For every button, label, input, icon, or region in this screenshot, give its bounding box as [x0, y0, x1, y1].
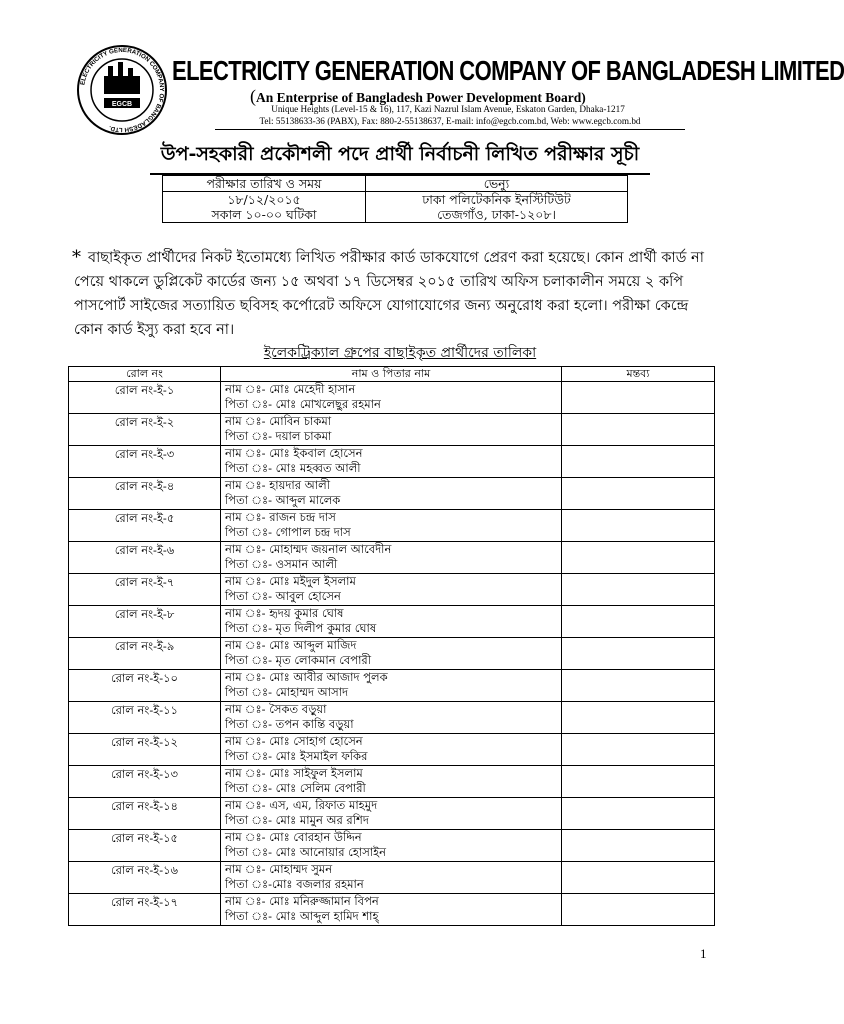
roll-number: রোল নং-ই-২ — [69, 414, 221, 446]
roll-number: রোল নং-ই-১৪ — [69, 798, 221, 830]
table-row — [69, 894, 715, 926]
candidate-name: নাম ঃ- মোঃ সাইফুল ইসলাম — [225, 766, 363, 780]
roll-number: রোল নং-ই-৭ — [69, 574, 221, 606]
remark-cell — [562, 766, 715, 798]
name-cell — [221, 414, 562, 446]
org-title: ELECTRICITY GENERATION COMPANY OF BANGLADESH LIMITED — [172, 55, 844, 87]
table-row — [69, 542, 715, 574]
candidate-table — [68, 366, 715, 926]
notice-asterisk: * — [72, 247, 81, 268]
candidate-name: নাম ঃ- সৈকত বড়ুয়া — [225, 702, 327, 716]
remark-cell — [562, 670, 715, 702]
table-row — [69, 862, 715, 894]
egcb-logo — [74, 42, 170, 138]
name-cell — [221, 798, 562, 830]
table-row — [69, 510, 715, 542]
name-cell — [221, 510, 562, 542]
table-row — [69, 830, 715, 862]
remark-cell — [562, 542, 715, 574]
roll-number: রোল নং-ই-১৬ — [69, 862, 221, 894]
candidate-name: নাম ঃ- মোঃ বোরহান উদ্দিন — [225, 830, 362, 844]
name-cell — [221, 766, 562, 798]
candidate-name: নাম ঃ- মোঃ আব্দুল মাজিদ — [225, 638, 357, 652]
remark-cell — [562, 734, 715, 766]
col-name-header: নাম ও পিতার নাম — [221, 367, 562, 382]
org-contact: Tel: 55138633-36 (PABX), Fax: 880-2-55138637, E-mail: info@egcb.com.bd, Web: www.egcb.com.bd — [259, 116, 641, 126]
exam-schedule-table — [162, 175, 628, 223]
father-name: পিতা ঃ- মোঃ মোখলেছুর রহমান — [225, 397, 381, 411]
col-roll-header: রোল নং — [69, 367, 221, 382]
roll-number: রোল নং-ই-৩ — [69, 446, 221, 478]
subtitle-text: An Enterprise of Bangladesh Power Development Board) — [256, 90, 586, 105]
remark-cell — [562, 702, 715, 734]
candidate-name: নাম ঃ- মোঃ মনিরুজ্জামান বিপন — [225, 894, 379, 908]
candidate-name: নাম ঃ- হায়দার আলী — [225, 478, 330, 492]
candidate-name: নাম ঃ- মোহাম্মদ সুমন — [225, 862, 333, 876]
roll-number: রোল নং-ই-১২ — [69, 734, 221, 766]
candidate-name: নাম ঃ- মোঃ সোহাগ হোসেন — [225, 734, 363, 748]
remark-cell — [562, 894, 715, 926]
father-name: পিতা ঃ- মোঃ সেলিম বেপারী — [225, 781, 366, 795]
notice-line-4: কোন কার্ড ইস্যু করা হবে না। — [74, 322, 235, 338]
venue-line-1: ঢাকা পলিটেকনিক ইনস্টিটিউট — [422, 192, 571, 207]
candidate-list-title: ইলেকট্রিক্যাল গ্রুপের বাছাইকৃত প্রার্থীদের তালিকা — [263, 345, 537, 361]
schedule-header-row — [163, 176, 628, 192]
name-cell — [221, 638, 562, 670]
svg-text:EGCB: EGCB — [111, 101, 133, 108]
roll-number: রোল নং-ই-৫ — [69, 510, 221, 542]
remark-cell — [562, 446, 715, 478]
notice-paragraph — [74, 246, 714, 342]
father-name: পিতা ঃ- মোঃ মহব্বত আলী — [225, 461, 361, 475]
name-cell — [221, 862, 562, 894]
father-name: পিতা ঃ- গোপাল চন্দ্র দাস — [225, 525, 351, 539]
name-cell — [221, 446, 562, 478]
candidate-name: নাম ঃ- মোঃ মইদুল ইসলাম — [225, 574, 356, 588]
table-row — [69, 670, 715, 702]
notice-line-1: বাছাইকৃত প্রার্থীদের নিকট ইতোমধ্যে লিখিত পরীক্ষার কার্ড ডাকযোগে প্রেরণ করা হয়েছে। কোন প্রার্থী কার্ড না — [88, 250, 704, 266]
roll-number: রোল নং-ই-৯ — [69, 638, 221, 670]
remark-cell — [562, 382, 715, 414]
roll-number: রোল নং-ই-৪ — [69, 478, 221, 510]
father-name: পিতা ঃ- দয়াল চাকমা — [225, 429, 332, 443]
father-name: পিতা ঃ- আবুল হোসেন — [225, 589, 341, 603]
document-title-text: উপ-সহকারী প্রকৌশলী পদে প্রার্থী নির্বাচনী লিখিত পরীক্ষার সূচী — [160, 143, 640, 165]
name-cell — [221, 542, 562, 574]
father-name: পিতা ঃ- মৃত লোকমান বেপারী — [225, 653, 372, 667]
name-cell — [221, 478, 562, 510]
candidate-table-body — [69, 382, 715, 926]
schedule-col-date: পরীক্ষার তারিখ ও সময় — [163, 176, 366, 192]
name-cell — [221, 606, 562, 638]
roll-number: রোল নং-ই-১৩ — [69, 766, 221, 798]
schedule-row — [163, 192, 628, 223]
svg-text:ELECTRICITY GENERATION COMPANY: ELECTRICITY GENERATION COMPANY OF BANGLADESH LTD. — [79, 46, 166, 134]
table-row — [69, 382, 715, 414]
father-name: পিতা ঃ-মোঃ বজলার রহমান — [225, 877, 364, 891]
schedule-col-venue: ভেন্যু — [366, 176, 628, 192]
candidate-name: নাম ঃ- মোঃ ইকবাল হোসেন — [225, 446, 363, 460]
notice-line-3: পাসপোর্ট সাইজের সত্যায়িত ছবিসহ কর্পোরেট অফিসে যোগাযোগের জন্য অনুরোধ করা হলো। পরীক্ষা কেন্দ্রে — [74, 298, 689, 314]
candidate-name: নাম ঃ- মোঃ মেহেদী হাসান — [225, 382, 356, 396]
page-number: 1 — [700, 946, 707, 961]
roll-number: রোল নং-ই-১১ — [69, 702, 221, 734]
father-name: পিতা ঃ- ওসমান আলী — [225, 557, 338, 571]
father-name: পিতা ঃ- মোঃ মামুন অর রশিদ — [225, 813, 369, 827]
remark-cell — [562, 574, 715, 606]
father-name: পিতা ঃ- মোঃ ইসমাইল ফকির — [225, 749, 368, 763]
father-name: পিতা ঃ- তপন কান্তি বড়ুয়া — [225, 717, 354, 731]
name-cell — [221, 734, 562, 766]
father-name: পিতা ঃ- মোহাম্মদ আসাদ — [225, 685, 349, 699]
candidate-name: নাম ঃ- হৃদয় কুমার ঘোষ — [225, 606, 344, 620]
name-cell — [221, 670, 562, 702]
venue-line-2: তেজগাঁও, ঢাকা-১২০৮। — [437, 207, 556, 222]
candidate-name: নাম ঃ- এস, এম, রিফাত মাহমুদ — [225, 798, 378, 812]
table-row — [69, 446, 715, 478]
candidate-header-row — [69, 367, 715, 382]
exam-time: সকাল ১০-০০ ঘটিকা — [211, 207, 317, 222]
table-row — [69, 798, 715, 830]
remark-cell — [562, 638, 715, 670]
roll-number: রোল নং-ই-৬ — [69, 542, 221, 574]
father-name: পিতা ঃ- আব্দুল মালেক — [225, 493, 341, 507]
document-title — [150, 140, 650, 172]
candidate-name: নাম ঃ- রাজন চন্দ্র দাস — [225, 510, 336, 524]
table-row — [69, 766, 715, 798]
roll-number: রোল নং-ই-৮ — [69, 606, 221, 638]
name-cell — [221, 574, 562, 606]
name-cell — [221, 382, 562, 414]
father-name: পিতা ঃ- মৃত দিলীপ কুমার ঘোষ — [225, 621, 377, 635]
father-name: পিতা ঃ- মোঃ আনোয়ার হোসাইন — [225, 845, 387, 859]
table-row — [69, 478, 715, 510]
table-row — [69, 574, 715, 606]
header-divider — [215, 129, 685, 130]
remark-cell — [562, 798, 715, 830]
exam-date: ১৮/১২/২০১৫ — [227, 192, 301, 207]
table-row — [69, 606, 715, 638]
remark-cell — [562, 830, 715, 862]
candidate-name: নাম ঃ- মোঃ আবীর আজাদ পুলক — [225, 670, 388, 684]
table-row — [69, 734, 715, 766]
name-cell — [221, 894, 562, 926]
candidate-name: নাম ঃ- মোবিন চাকমা — [225, 414, 332, 428]
schedule-date-cell — [163, 192, 366, 223]
notice-line-2: পেয়ে থাকলে ডুপ্লিকেট কার্ডের জন্য ১৫ অথবা ১৭ ডিসেম্বর ২০১৫ তারিখ অফিস চলাকালীন সময়ে ২ কপি — [74, 274, 684, 290]
table-row — [69, 702, 715, 734]
table-row — [69, 638, 715, 670]
remark-cell — [562, 478, 715, 510]
col-remark-header: মন্তব্য — [562, 367, 715, 382]
schedule-venue-cell — [366, 192, 628, 223]
roll-number: রোল নং-ই-১ — [69, 382, 221, 414]
remark-cell — [562, 862, 715, 894]
roll-number: রোল নং-ই-১৫ — [69, 830, 221, 862]
roll-number: রোল নং-ই-১০ — [69, 670, 221, 702]
table-row — [69, 414, 715, 446]
candidate-name: নাম ঃ- মোহাম্মদ জয়নাল আবেদীন — [225, 542, 392, 556]
name-cell — [221, 702, 562, 734]
remark-cell — [562, 414, 715, 446]
name-cell — [221, 830, 562, 862]
remark-cell — [562, 606, 715, 638]
org-address: Unique Heights (Level-15 & 16), 117, Kazi Nazrul Islam Avenue, Eskaton Garden, Dhaka-1217 — [271, 104, 625, 114]
roll-number: রোল নং-ই-১৭ — [69, 894, 221, 926]
remark-cell — [562, 510, 715, 542]
father-name: পিতা ঃ- মোঃ আব্দুল হামিদ শাহ্ — [225, 909, 379, 923]
subtitle-open-paren: ( — [250, 86, 256, 106]
